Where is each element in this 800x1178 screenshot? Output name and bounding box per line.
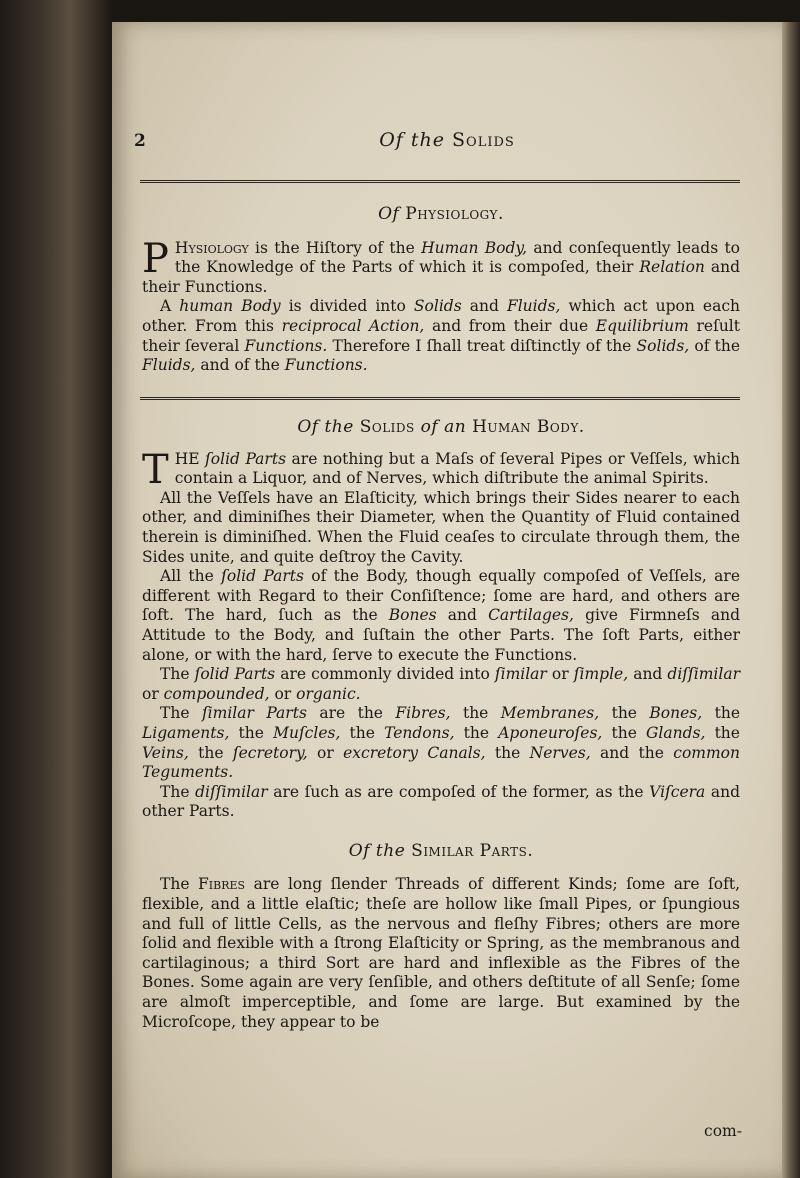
- section-solids: [142, 418, 740, 1032]
- italic-text: Fluids,: [506, 297, 561, 316]
- heading-italic: of an: [420, 417, 467, 437]
- section-physiology: [142, 205, 740, 376]
- text: or: [142, 684, 164, 703]
- text: or: [546, 665, 574, 684]
- italic-text: Ligaments,: [142, 723, 230, 742]
- text: is the Hiſtory of the: [248, 238, 422, 257]
- text: and the: [590, 743, 674, 762]
- text: and from their due: [424, 316, 596, 335]
- italic-text: Muſcles,: [273, 723, 341, 742]
- book-page: [112, 22, 782, 1178]
- text: the: [485, 743, 530, 762]
- small-caps-text: Fibres: [198, 875, 246, 894]
- italic-text: Fibres,: [395, 704, 451, 723]
- text: of the Body, though equally compoſed of Veſſels, are different with Regard to their Conſiſtence; ſome are hard, and others are ſoft. The hard, ſuch as the: [142, 567, 740, 625]
- text: reſult their ſeveral: [142, 316, 740, 355]
- drop-cap: P: [142, 235, 169, 282]
- italic-text: Functions.: [284, 356, 368, 375]
- text: The: [160, 665, 195, 684]
- text: are nothing but a Maſs of ſeveral Pipes or Veſſels, which contain a Liquor, and of Nerves, which diſtribute the animal Spirits.: [174, 449, 741, 488]
- header-rule: [140, 180, 740, 183]
- italic-text: Solids: [413, 297, 462, 316]
- heading-caps: Similar Parts.: [411, 840, 534, 861]
- drop-cap: T: [142, 446, 169, 493]
- italic-text: Functions.: [244, 336, 328, 355]
- text: are commonly divided into: [275, 665, 495, 684]
- italic-text: organic.: [296, 684, 361, 703]
- lead-word: Hysiology: [174, 238, 249, 257]
- italic-text: reciprocal Action,: [281, 316, 425, 335]
- paragraph: All the Veſſels have an Elaſticity, which brings their Sides nearer to each other, and diminiſhes their Diameter, when the Quantity of Fluid contained therein is diminiſhed. When the Fluid ceaſes to circulate through them, the Sides unite, and quite deſtroy the Cavity.: [142, 488, 740, 566]
- text: are the: [306, 704, 396, 723]
- running-title-caps: Solids: [452, 129, 515, 151]
- text: the: [229, 723, 274, 742]
- text: and other Parts.: [142, 782, 741, 821]
- italic-text: common Teguments.: [142, 743, 740, 782]
- heading-similar-parts: [142, 842, 740, 862]
- text: and conſequently leads to the Knowledge of the Parts of which it is compoſed, their: [174, 238, 741, 277]
- heading-italic: Of the: [297, 417, 354, 437]
- page-number: 2: [134, 131, 146, 151]
- text: the: [454, 723, 499, 742]
- italic-text: Viſcera: [649, 782, 706, 801]
- heading-physiology: [142, 205, 740, 225]
- italic-text: Aponeuroſes,: [498, 723, 603, 742]
- text: the: [602, 723, 647, 742]
- running-title-italic: Of the: [379, 129, 445, 151]
- lead-word: HE: [174, 449, 200, 468]
- italic-text: Veins,: [142, 743, 189, 762]
- paragraph: [142, 665, 740, 704]
- text: the: [599, 704, 650, 723]
- italic-text: Bones: [388, 606, 437, 625]
- text: and: [461, 297, 507, 316]
- paragraph: [142, 875, 740, 1032]
- text: or: [307, 743, 344, 762]
- heading-solids: [142, 418, 740, 438]
- paragraph: [142, 567, 740, 665]
- text: The: [160, 782, 196, 801]
- italic-text: Cartilages,: [488, 606, 574, 625]
- italic-text: Bones,: [649, 704, 703, 723]
- italic-text: ſecretory,: [232, 743, 308, 762]
- italic-text: ſolid Parts: [199, 449, 287, 468]
- text: The: [160, 704, 202, 723]
- text: The: [160, 875, 199, 894]
- text: All the: [160, 567, 222, 586]
- text: the: [340, 723, 385, 742]
- italic-text: Fluids,: [142, 356, 196, 375]
- running-title: [112, 129, 782, 151]
- text: and of the: [195, 356, 285, 375]
- text: and their Functions.: [142, 258, 740, 296]
- heading-caps: Solids: [359, 417, 415, 437]
- paragraph: [142, 297, 740, 375]
- italic-text: ſolid Parts: [194, 665, 276, 684]
- italic-text: Nerves,: [529, 743, 591, 762]
- text: is divided into: [280, 297, 414, 316]
- heading-italic: Of: [378, 204, 400, 224]
- text: the: [188, 743, 233, 762]
- italic-text: Membranes,: [500, 704, 600, 723]
- italic-text: excretory Canals,: [343, 743, 486, 762]
- running-head: [112, 127, 782, 157]
- italic-text: compounded,: [163, 684, 270, 703]
- paragraph: [142, 783, 740, 822]
- paragraph: [142, 235, 741, 298]
- text: and: [436, 606, 489, 625]
- page-edge: [782, 22, 800, 1178]
- italic-text: diſſimilar: [195, 782, 268, 801]
- paragraph: [142, 704, 740, 782]
- catchword: com-: [704, 1122, 742, 1140]
- italic-text: ſimilar Parts: [201, 704, 307, 723]
- heading-italic: Of the: [348, 840, 406, 861]
- text: A: [160, 297, 180, 316]
- text: are ſuch as are compoſed of the former, as the: [267, 782, 650, 801]
- italic-text: Human Body,: [421, 238, 528, 257]
- heading-caps: Human Body.: [472, 417, 585, 437]
- heading-caps: Physiology.: [405, 204, 504, 224]
- italic-text: diſſimilar: [667, 665, 740, 684]
- italic-text: ſolid Parts: [221, 567, 304, 586]
- italic-text: human Body: [179, 297, 281, 316]
- italic-text: Glands,: [646, 723, 706, 742]
- text: and: [628, 665, 668, 684]
- text: the: [450, 704, 501, 723]
- text: Therefore I ſhall treat diſtinctly of the: [327, 336, 637, 355]
- text: give Firmneſs and Attitude to the Body, and ſuſtain the other Parts. The ſoft Parts, either alone, or with the hard, ſerve to execute the Functions.: [142, 606, 740, 664]
- italic-text: Equilibrium: [595, 316, 689, 335]
- text: or: [269, 684, 297, 703]
- text: which act upon each other. From this: [142, 297, 741, 335]
- text: the: [705, 723, 740, 742]
- text: are long ſlender Threads of different Kinds; ſome are ſoft, flexible, and a little elaſtic; theſe are hollow like ſmall Pipes, or ſpungious and full of little Cells, as the nervous and fleſhy Fibres; others are more ſolid and flexible with a ſtrong Elaſticity or Spring, as the membranous and cartilaginous; a third Sort are hard and inflexible as the Fibres of the Bones. Some again are very ſenſible, and others deſtitute of all Senſe; ſome are almoſt imperceptible, and ſome are large. But examined by the Microſcope, they appear to be: [142, 875, 741, 1031]
- text: the: [702, 704, 741, 723]
- italic-text: ſimilar: [494, 665, 547, 684]
- italic-text: ſimple,: [573, 665, 629, 684]
- italic-text: Relation: [639, 258, 705, 277]
- paragraph: [142, 446, 741, 493]
- italic-text: Tendons,: [384, 723, 455, 742]
- section-rule: [140, 397, 740, 400]
- italic-text: Solids,: [636, 336, 690, 355]
- text: of the: [689, 336, 740, 355]
